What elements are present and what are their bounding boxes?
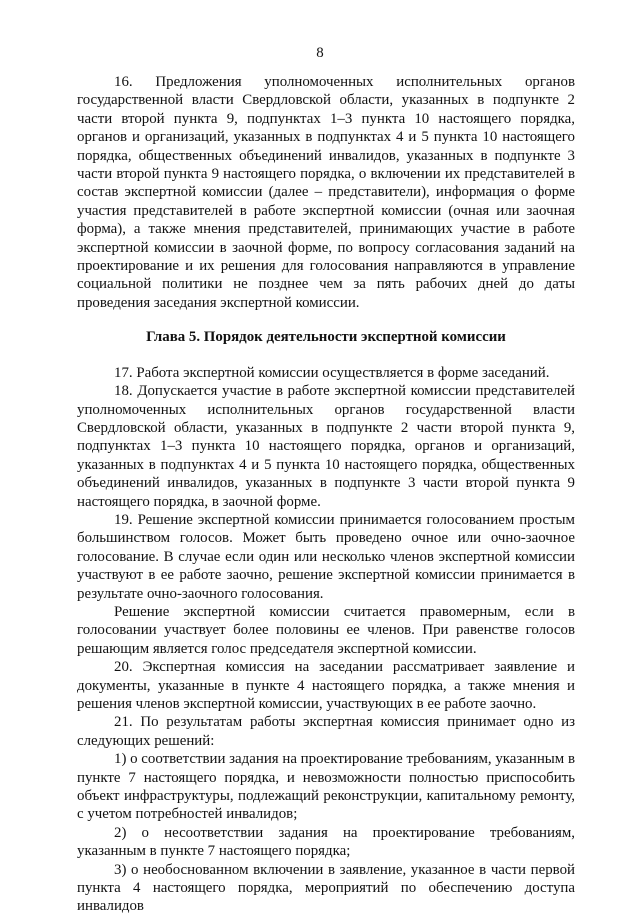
paragraph-18: 18. Допускается участие в работе экспертной комиссии представителей уполномоченных исполнительных органов государственной власти Свердловской области, указанных в подпункте 2 части второй пункта 9, подпунктах 1–3 пункта 10 настоящего порядка, органов и организаций, указанных в подпунктах 4 и 5 пункта 10 настоящего порядка, общественных объединений инвалидов, указанных в подпункте 3 части второй пункта 9 настоящего порядка, в заочной форме. bbox=[77, 383, 575, 510]
paragraph-17: 17. Работа экспертной комиссии осуществляется в форме заседаний. bbox=[114, 364, 550, 381]
page-number: 8 bbox=[316, 45, 324, 61]
paragraph-19: 19. Решение экспертной комиссии принимается голосованием простым большинством голосов. Может быть проведено очное или очно-заочное голосование. В случае если один или несколько членов экспертной комиссии участвуют в ее работе заочно, решение экспертной комиссии принимается в результате очно-заочного голосования. bbox=[77, 511, 575, 602]
paragraph-19-continuation: Решение экспертной комиссии считается правомерным, если в голосовании участвует более половины ее членов. При равенстве голосов решающим является голос председателя экспертной комиссии. bbox=[77, 603, 575, 657]
paragraph-20: 20. Экспертная комиссия на заседании рассматривает заявление и документы, указанные в пункте 4 настоящего порядка, а также мнения и решения членов экспертной комиссии, участвующих в ее работе заочно. bbox=[77, 659, 575, 712]
document-body bbox=[77, 73, 575, 916]
list-item-1: 1) о соответствии задания на проектирование требованиям, указанным в пункте 7 настоящего порядка, и невозможности полностью приспособить объект инфраструктуры, подлежащий реконструкции, капитальному ремонту, с учетом потребностей инвалидов; bbox=[77, 751, 575, 823]
paragraph-21: 21. По результатам работы экспертная комиссия принимает одно из следующих решений: bbox=[77, 714, 575, 749]
chapter-heading: Глава 5. Порядок деятельности экспертной комиссии bbox=[146, 329, 506, 346]
paragraph-16: 16. Предложения уполномоченных исполнительных органов государственной власти Свердловской области, указанных в подпункте 2 части второй пункта 9, подпунктах 1–3 пункта 10 настоящего порядка, органов и организаций, указанных в подпунктах 4 и 5 пункта 10 настоящего порядка, общественных объединений инвалидов, указанных в подпункте 3 части второй пункта 9 настоящего порядка, о включении их представителей в состав экспертной комиссии (далее – представители), информация о форме участия представителей в работе экспертной комиссии (очная или заочная форма), а также мнения представителей, принимающих участие в работе экспертной комиссии в заочной форме, по вопросу согласования заданий на проектирование и их решения для голосования направляются в управление социальной политики не позднее чем за пять рабочих дней до даты проведения заседания экспертной комиссии. bbox=[77, 74, 575, 311]
list-item-3: 3) о необоснованном включении в заявление, указанное в части первой пункта 4 настоящего порядка, мероприятий по обеспечению доступа инвалидов bbox=[77, 861, 575, 915]
list-item-2: 2) о несоответствии задания на проектирование требованиям, указанным в пункте 7 настоящего порядка; bbox=[77, 824, 575, 860]
